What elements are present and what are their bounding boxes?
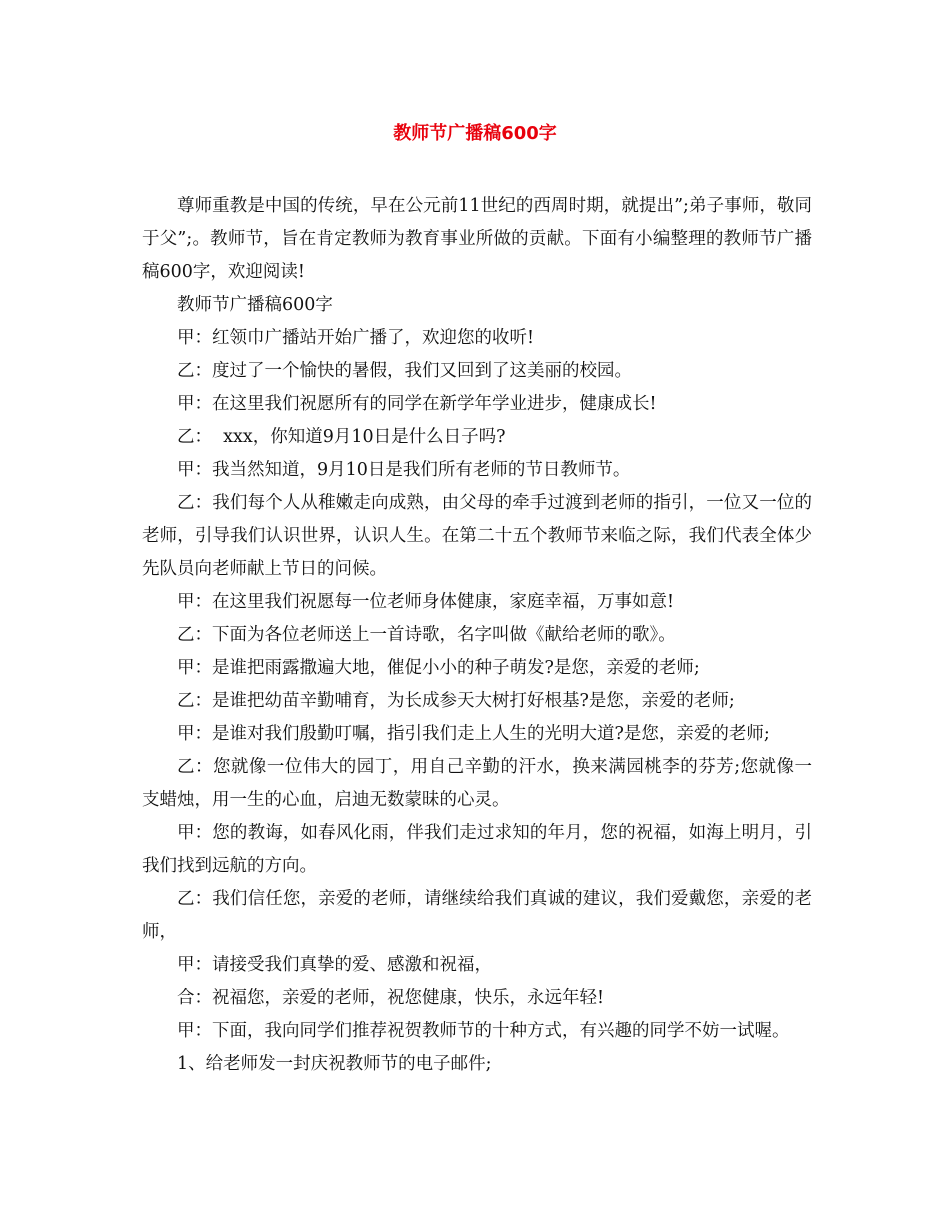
dialogue-line: 乙： xxx，你知道9月10日是什么日子吗?	[177, 427, 506, 447]
dialogue-line: 甲：您的教诲，如春风化雨，伴我们走过求知的年月，您的祝福，如海上明月，引我们找到远航的方向。	[142, 823, 812, 876]
dialogue-line: 甲：请接受我们真挚的爱、感激和祝福，	[177, 955, 492, 975]
dialogue-line: 甲：在这里我们祝愿每一位老师身体健康，家庭幸福，万事如意!	[177, 592, 675, 612]
dialogue-line: 甲：是谁把雨露撒遍大地，催促小小的种子萌发?是您，亲爱的老师;	[177, 658, 700, 678]
dialogue-line: 甲：是谁对我们殷勤叮嘱，指引我们走上人生的光明大道?是您，亲爱的老师;	[177, 724, 770, 744]
document-body	[142, 190, 812, 1081]
dialogue-line: 乙：度过了一个愉快的暑假，我们又回到了这美丽的校园。	[177, 361, 632, 381]
dialogue-line: 合：祝福您，亲爱的老师，祝您健康，快乐，永远年轻!	[177, 988, 605, 1008]
dialogue-line: 甲：红领巾广播站开始广播了，欢迎您的收听!	[177, 328, 535, 348]
dialogue-line: 甲：我当然知道，9月10日是我们所有老师的节日教师节。	[177, 460, 631, 480]
list-item: 1、给老师发一封庆祝教师节的电子邮件;	[177, 1054, 492, 1074]
dialogue-line: 乙：您就像一位伟大的园丁，用自己辛勤的汗水，换来满园桃李的芬芳;您就像一支蜡烛，用一生的心血，启迪无数蒙昧的心灵。	[142, 757, 812, 810]
paragraph-subtitle: 教师节广播稿600字	[177, 295, 333, 315]
paragraph-intro: 尊师重教是中国的传统，早在公元前11世纪的西周时期，就提出”;弟子事师，敬同于父”;。教师节，旨在肯定教师为教育事业所做的贡献。下面有小编整理的教师节广播稿600字，欢迎阅读!	[142, 196, 812, 282]
dialogue-line: 乙：是谁把幼苗辛勤哺育，为长成参天大树打好根基?是您，亲爱的老师;	[177, 691, 735, 711]
dialogue-line: 甲：在这里我们祝愿所有的同学在新学年学业进步，健康成长!	[177, 394, 657, 414]
dialogue-line: 甲：下面，我向同学们推荐祝贺教师节的十种方式，有兴趣的同学不妨一试喔。	[177, 1021, 790, 1041]
dialogue-line: 乙：我们信任您，亲爱的老师，请继续给我们真诚的建议，我们爱戴您，亲爱的老师，	[142, 889, 812, 942]
dialogue-line: 乙：我们每个人从稚嫩走向成熟，由父母的牵手过渡到老师的指引，一位又一位的老师，引导我们认识世界，认识人生。在第二十五个教师节来临之际，我们代表全体少先队员向老师献上节日的问候。	[142, 493, 812, 579]
dialogue-line: 乙：下面为各位老师送上一首诗歌，名字叫做《献给老师的歌》。	[177, 625, 676, 645]
document-title: 教师节广播稿600字	[393, 123, 557, 144]
